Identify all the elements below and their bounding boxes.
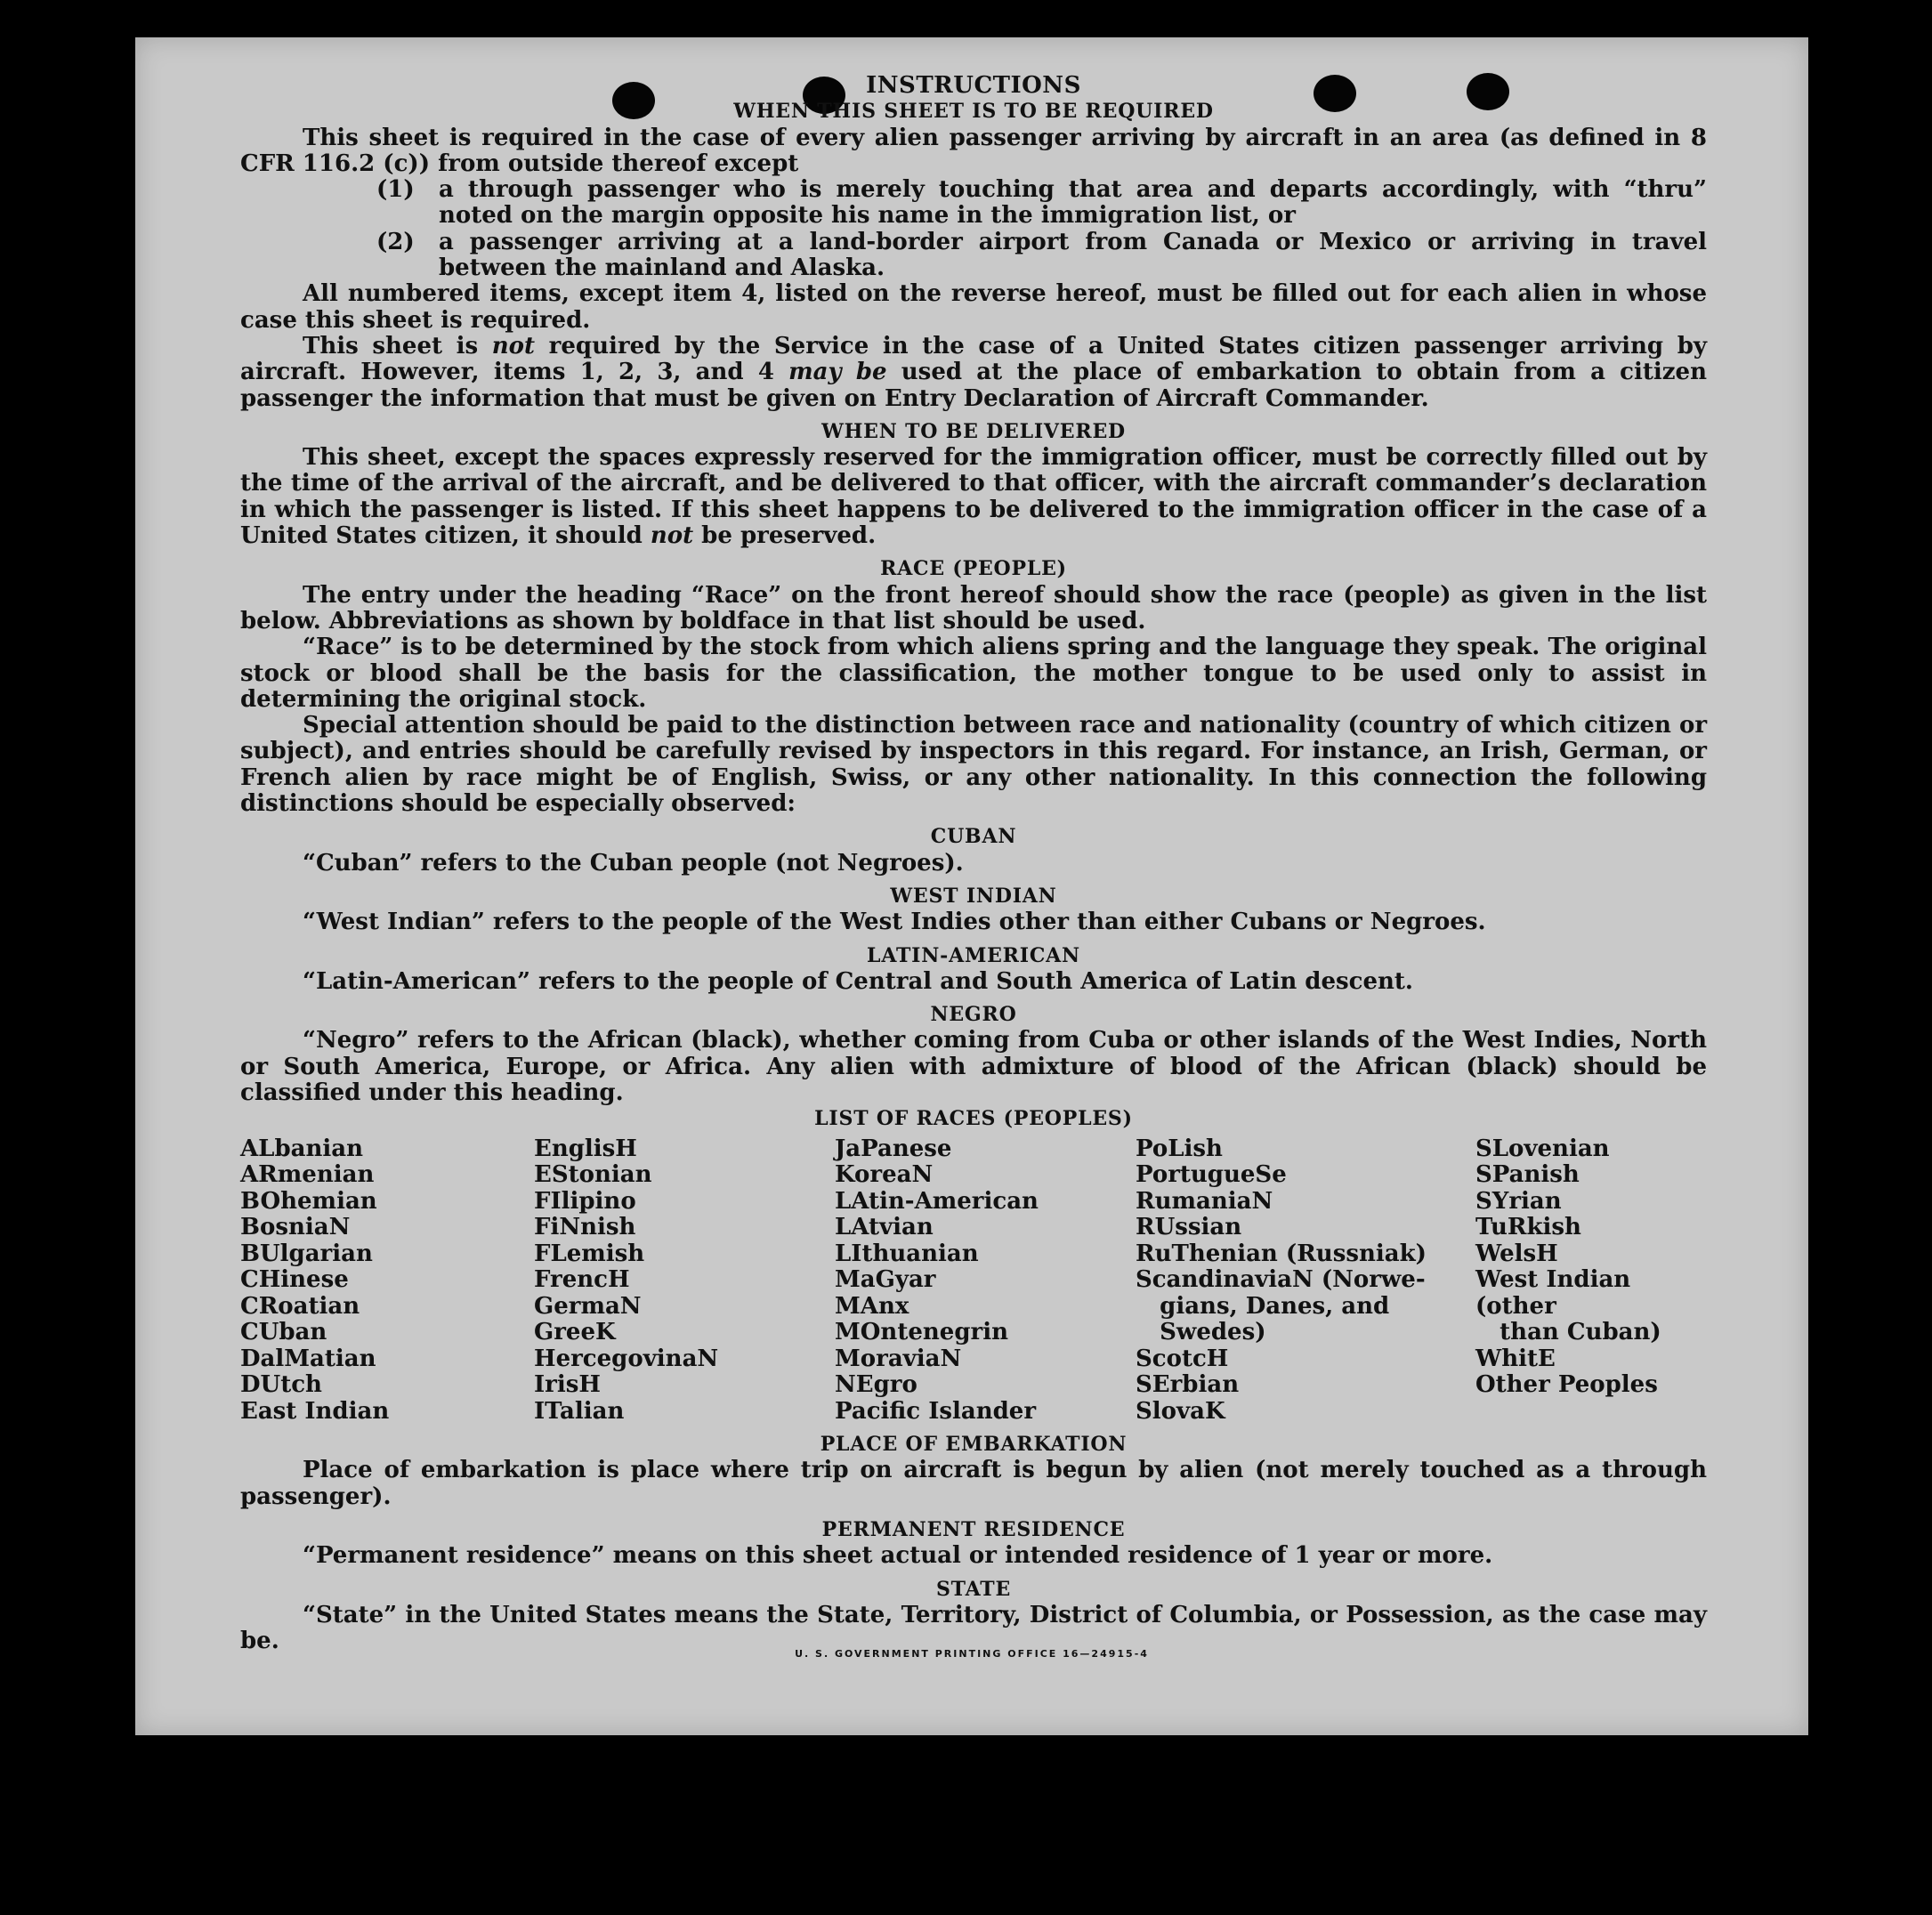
race-entry: SErbian — [1136, 1371, 1240, 1399]
embarkation-heading: PLACE OF EMBARKATION — [820, 1433, 1128, 1457]
race-entry: CUban — [240, 1319, 327, 1346]
race-entry: ScandinaviaN (Norwe- — [1136, 1266, 1426, 1294]
race-entry: JaPanese — [835, 1135, 952, 1162]
race-paragraph-3: Special attention should be paid to the distinction between race and nationality (country of which citizen or subject), and entries should be carefully revised by inspectors in this regard. For instance, an Irish, German, or French alien by race might be of English, Swiss, or any other nationality. In this connection the following distinctions should be especially observed: — [240, 712, 1708, 818]
residence-heading: PERMANENT RESIDENCE — [821, 1517, 1126, 1541]
cuban-heading: CUBAN — [930, 825, 1017, 849]
race-entry: TuRkish — [1475, 1214, 1581, 1241]
race-entry: MAnx — [835, 1292, 909, 1320]
race-entry: RumaniaN — [1136, 1187, 1273, 1215]
race-entry: RUssian — [1136, 1214, 1242, 1241]
negro-heading: NEGRO — [930, 1003, 1017, 1027]
exception-item-1 — [240, 177, 1707, 230]
race-entry: EnglisH — [534, 1135, 637, 1162]
races-column-5 — [1475, 1136, 1707, 1426]
printing-office-imprint: U. S. GOVERNMENT PRINTING OFFICE 16—24915-4 — [795, 1648, 1149, 1660]
race-entry: HercegovinaN — [534, 1345, 719, 1372]
emphasis-not: not — [650, 522, 694, 550]
race-entry: GreeK — [534, 1319, 616, 1346]
latin-american-text: “Latin-American” refers to the people of Central and South America of Latin descent. — [303, 967, 1413, 995]
text-run: be preserved. — [693, 522, 877, 550]
text-run: This sheet is — [303, 332, 492, 360]
race-entry: SLovenian — [1475, 1135, 1610, 1162]
west-indian-text: “West Indian” refers to the people of the West Indies other than either Cubans or Negroes. — [303, 909, 1486, 936]
emphasis-not: not — [491, 332, 536, 360]
item-number: (2) — [376, 228, 415, 255]
state-text: “State” in the United States means the State, Territory, District of Columbia, or Possession, as the case may be. — [240, 1601, 1707, 1655]
race-entry: FrencH — [534, 1266, 630, 1294]
race-entry: NEgro — [835, 1371, 917, 1399]
race-entry: PoLish — [1136, 1135, 1223, 1162]
race-entry: SlovaK — [1136, 1397, 1225, 1425]
races-column-1 — [240, 1136, 534, 1426]
race-entry: East Indian — [240, 1397, 390, 1425]
west-indian-heading: WEST INDIAN — [890, 884, 1057, 908]
race-heading: RACE (PEOPLE) — [880, 557, 1067, 581]
races-column-2 — [534, 1136, 835, 1426]
race-entry: DUtch — [240, 1371, 322, 1399]
race-entry: RuThenian (Russniak) — [1136, 1240, 1427, 1267]
race-entry: LIthuanian — [835, 1240, 979, 1267]
latin-american-heading: LATIN-AMERICAN — [867, 943, 1080, 967]
race-entry: ScotcH — [1136, 1345, 1229, 1372]
when-required-intro: This sheet is required in the case of every alien passenger arriving by aircraft in an area (as defined in 8 CFR 116.2 (c)) from outside thereof except — [240, 124, 1707, 177]
race-entry: KoreaN — [835, 1161, 934, 1189]
race-entry: MaGyar — [835, 1266, 936, 1294]
race-entry: ALbanian — [240, 1135, 364, 1162]
race-entry: EStonian — [534, 1161, 652, 1189]
race-entry: BUlgarian — [240, 1240, 373, 1267]
race-entry: DalMatian — [240, 1345, 376, 1372]
race-entry: CHinese — [240, 1266, 349, 1294]
text-run: used at the place of embarkation to obtain from a citizen passenger the information that must be given on Entry Declaration of Aircraft Commander. — [240, 359, 1707, 412]
race-entry: GermaN — [534, 1292, 642, 1320]
race-entry: BosniaN — [240, 1214, 351, 1241]
race-entry: BOhemian — [240, 1187, 377, 1215]
item-number: (1) — [376, 176, 415, 204]
list-of-races-heading: LIST OF RACES (PEOPLES) — [814, 1107, 1133, 1131]
emphasis-may-be: may be — [788, 359, 887, 386]
when-required-heading: WHEN THIS SHEET IS TO BE REQUIRED — [733, 100, 1214, 124]
race-entry: SYrian — [1475, 1187, 1562, 1215]
race-paragraph-1: The entry under the heading “Race” on the front hereof should show the race (people) as given in the list below. Abbreviations as shown by boldface in that list should be used. — [240, 581, 1707, 634]
race-entry: ARmenian — [240, 1161, 375, 1189]
state-heading: STATE — [935, 1577, 1012, 1601]
race-entry: LAtvian — [835, 1214, 934, 1241]
race-entry: FIlipino — [534, 1187, 636, 1215]
instructions-body — [240, 73, 1707, 1654]
item-text: a through passenger who is merely touching that area and departs accordingly, with “thru” noted on the margin opposite his name in the immigration list, or — [439, 176, 1707, 230]
embarkation-text: Place of embarkation is place where trip on aircraft is begun by alien (not merely touched as a through passenger). — [240, 1457, 1707, 1510]
race-entry: MoraviaN — [835, 1345, 962, 1372]
document-page — [135, 37, 1808, 1735]
when-delivered-heading: WHEN TO BE DELIVERED — [821, 419, 1126, 443]
residence-text: “Permanent residence” means on this sheet actual or intended residence of 1 year or more. — [303, 1542, 1493, 1570]
race-entry: FiNnish — [534, 1214, 636, 1241]
race-entry: MOntenegrin — [835, 1319, 1008, 1346]
citizen-paragraph — [240, 334, 1707, 412]
races-column-4 — [1136, 1136, 1475, 1426]
exception-item-2 — [240, 230, 1707, 282]
race-entry: WhitE — [1475, 1345, 1556, 1372]
race-entry: Pacific Islander — [835, 1397, 1037, 1425]
race-entry: ITalian — [534, 1397, 625, 1425]
race-entry: LAtin-American — [835, 1187, 1039, 1215]
race-entry: CRoatian — [240, 1292, 360, 1320]
race-entry: FLemish — [534, 1240, 645, 1267]
race-entry: than Cuban) — [1475, 1319, 1661, 1346]
page-title: INSTRUCTIONS — [866, 72, 1081, 99]
race-entry: SPanish — [1475, 1161, 1580, 1189]
race-entry: Other Peoples — [1475, 1371, 1658, 1399]
race-paragraph-2: “Race” is to be determined by the stock from which aliens spring and the language they speak. The original stock or blood shall be the basis for the classification, the mother tongue to be used only to assist in determining the original stock. — [240, 634, 1707, 713]
item-text: a passenger arriving at a land-border airport from Canada or Mexico or arriving in travel between the mainland and Alaska. — [439, 228, 1707, 282]
race-entry: gians, Danes, and — [1136, 1292, 1390, 1320]
races-list — [240, 1136, 1707, 1426]
when-delivered-text — [240, 445, 1707, 549]
race-entry: WelsH — [1475, 1240, 1558, 1267]
cuban-text: “Cuban” refers to the Cuban people (not Negroes). — [303, 849, 964, 877]
text-run: required by the Service in the case of a United States citizen passenger arriving by aircraft. However, items 1, 2, 3, and 4 — [240, 332, 1707, 386]
race-entry: West Indian (other — [1475, 1266, 1639, 1320]
race-entry: IrisH — [534, 1371, 601, 1399]
text-run: This sheet, except the spaces expressly reserved for the immigration officer, must be correctly filled out by the time of the arrival of the aircraft, and be delivered to that officer, with the aircraft commander’s declaration in which the passenger is listed. If this sheet happens to be delivered to the immigration officer in the case of a United States citizen, it should — [240, 444, 1707, 550]
negro-text: “Negro” refers to the African (black), whether coming from Cuba or other islands of the West Indies, North or South America, Europe, or Africa. Any alien with admixture of blood of the African (black) should be classified under this heading. — [240, 1027, 1707, 1106]
races-column-3 — [835, 1136, 1136, 1426]
race-entry: Swedes) — [1136, 1319, 1266, 1346]
numbered-items-paragraph: All numbered items, except item 4, listed on the reverse hereof, must be filled out for each alien in whose case this sheet is required. — [240, 280, 1707, 334]
race-entry: PortugueSe — [1136, 1161, 1287, 1189]
